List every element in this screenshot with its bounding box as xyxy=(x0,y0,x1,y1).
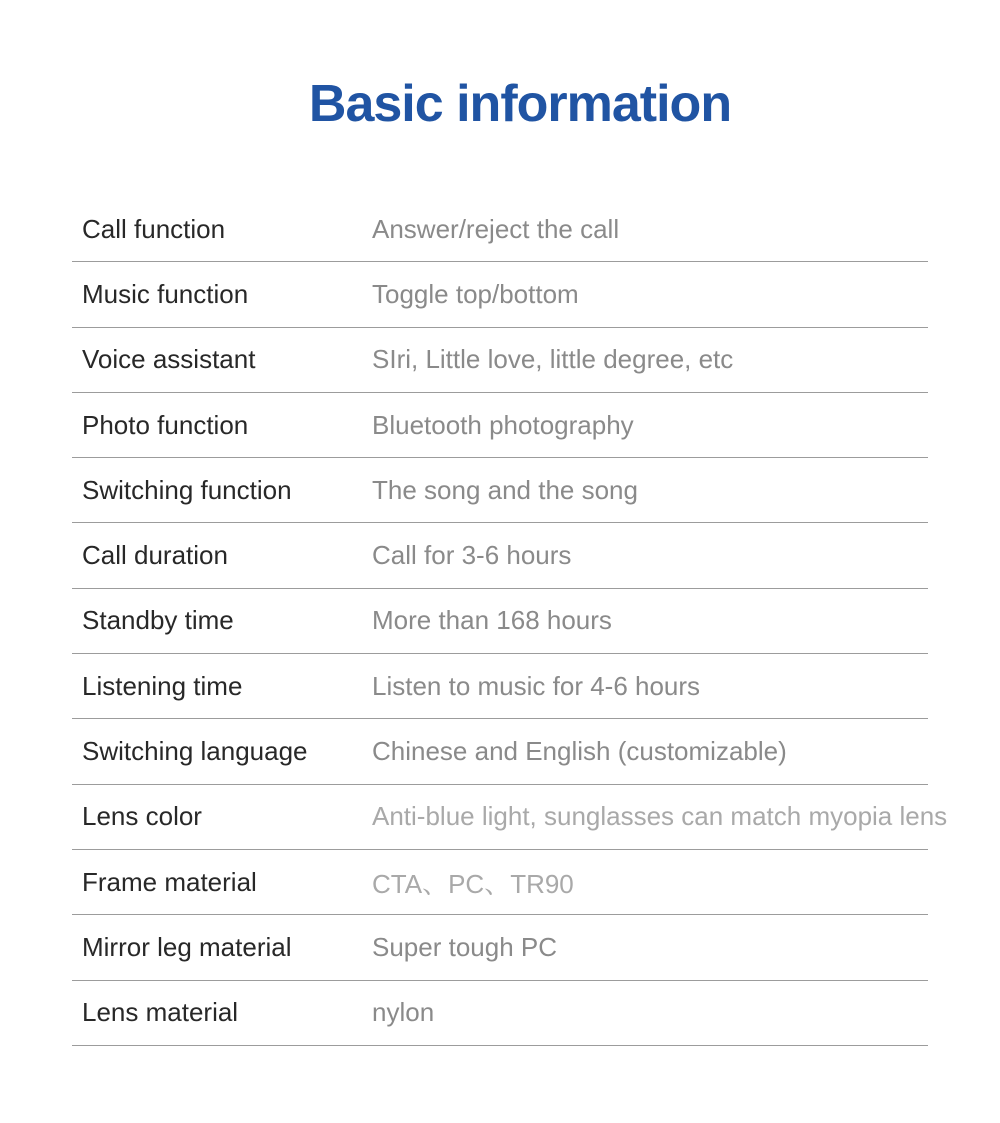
spec-row xyxy=(72,654,928,719)
spec-sheet xyxy=(0,76,1000,1123)
spec-label: Standby time xyxy=(82,605,234,636)
spec-row xyxy=(72,523,928,588)
spec-label: Photo function xyxy=(82,409,249,440)
spec-row xyxy=(72,915,928,980)
spec-label: Mirror leg material xyxy=(82,931,292,962)
spec-label: Voice assistant xyxy=(82,344,256,375)
spec-label: Switching function xyxy=(82,474,292,505)
spec-label: Lens material xyxy=(82,997,239,1028)
spec-value: CTA、PC、TR90 xyxy=(372,868,574,899)
spec-label: Music function xyxy=(82,278,249,309)
spec-value: Answer/reject the call xyxy=(372,213,620,244)
page-title: Basic information xyxy=(308,75,732,133)
spec-row xyxy=(72,850,928,915)
spec-value: Chinese and English (customizable) xyxy=(372,736,787,767)
spec-value: Listen to music for 4-6 hours xyxy=(372,670,701,701)
spec-row xyxy=(72,197,928,262)
spec-label: Lens color xyxy=(82,801,202,832)
spec-row xyxy=(72,785,948,850)
spec-label: Listening time xyxy=(82,670,243,701)
spec-value: Bluetooth photography xyxy=(372,409,634,440)
spec-row xyxy=(72,981,928,1046)
spec-label: Switching language xyxy=(82,736,308,767)
spec-value: SIri, Little love, little degree, etc xyxy=(372,344,734,375)
spec-row xyxy=(72,589,928,654)
spec-table xyxy=(72,197,948,1046)
spec-row xyxy=(72,328,928,393)
spec-value: The song and the song xyxy=(372,474,638,505)
spec-value: Call for 3-6 hours xyxy=(372,540,572,571)
spec-label: Call duration xyxy=(82,540,228,571)
spec-label: Call function xyxy=(82,213,226,244)
spec-value: Anti-blue light, sunglasses can match myopia lens xyxy=(372,801,948,832)
spec-value: nylon xyxy=(372,997,435,1028)
spec-row xyxy=(72,719,928,784)
spec-row xyxy=(72,262,928,327)
spec-value: More than 168 hours xyxy=(372,605,612,636)
spec-value: Toggle top/bottom xyxy=(372,278,579,309)
spec-row xyxy=(72,393,928,458)
spec-value: Super tough PC xyxy=(372,931,558,962)
spec-row xyxy=(72,458,928,523)
spec-label: Frame material xyxy=(82,866,257,897)
